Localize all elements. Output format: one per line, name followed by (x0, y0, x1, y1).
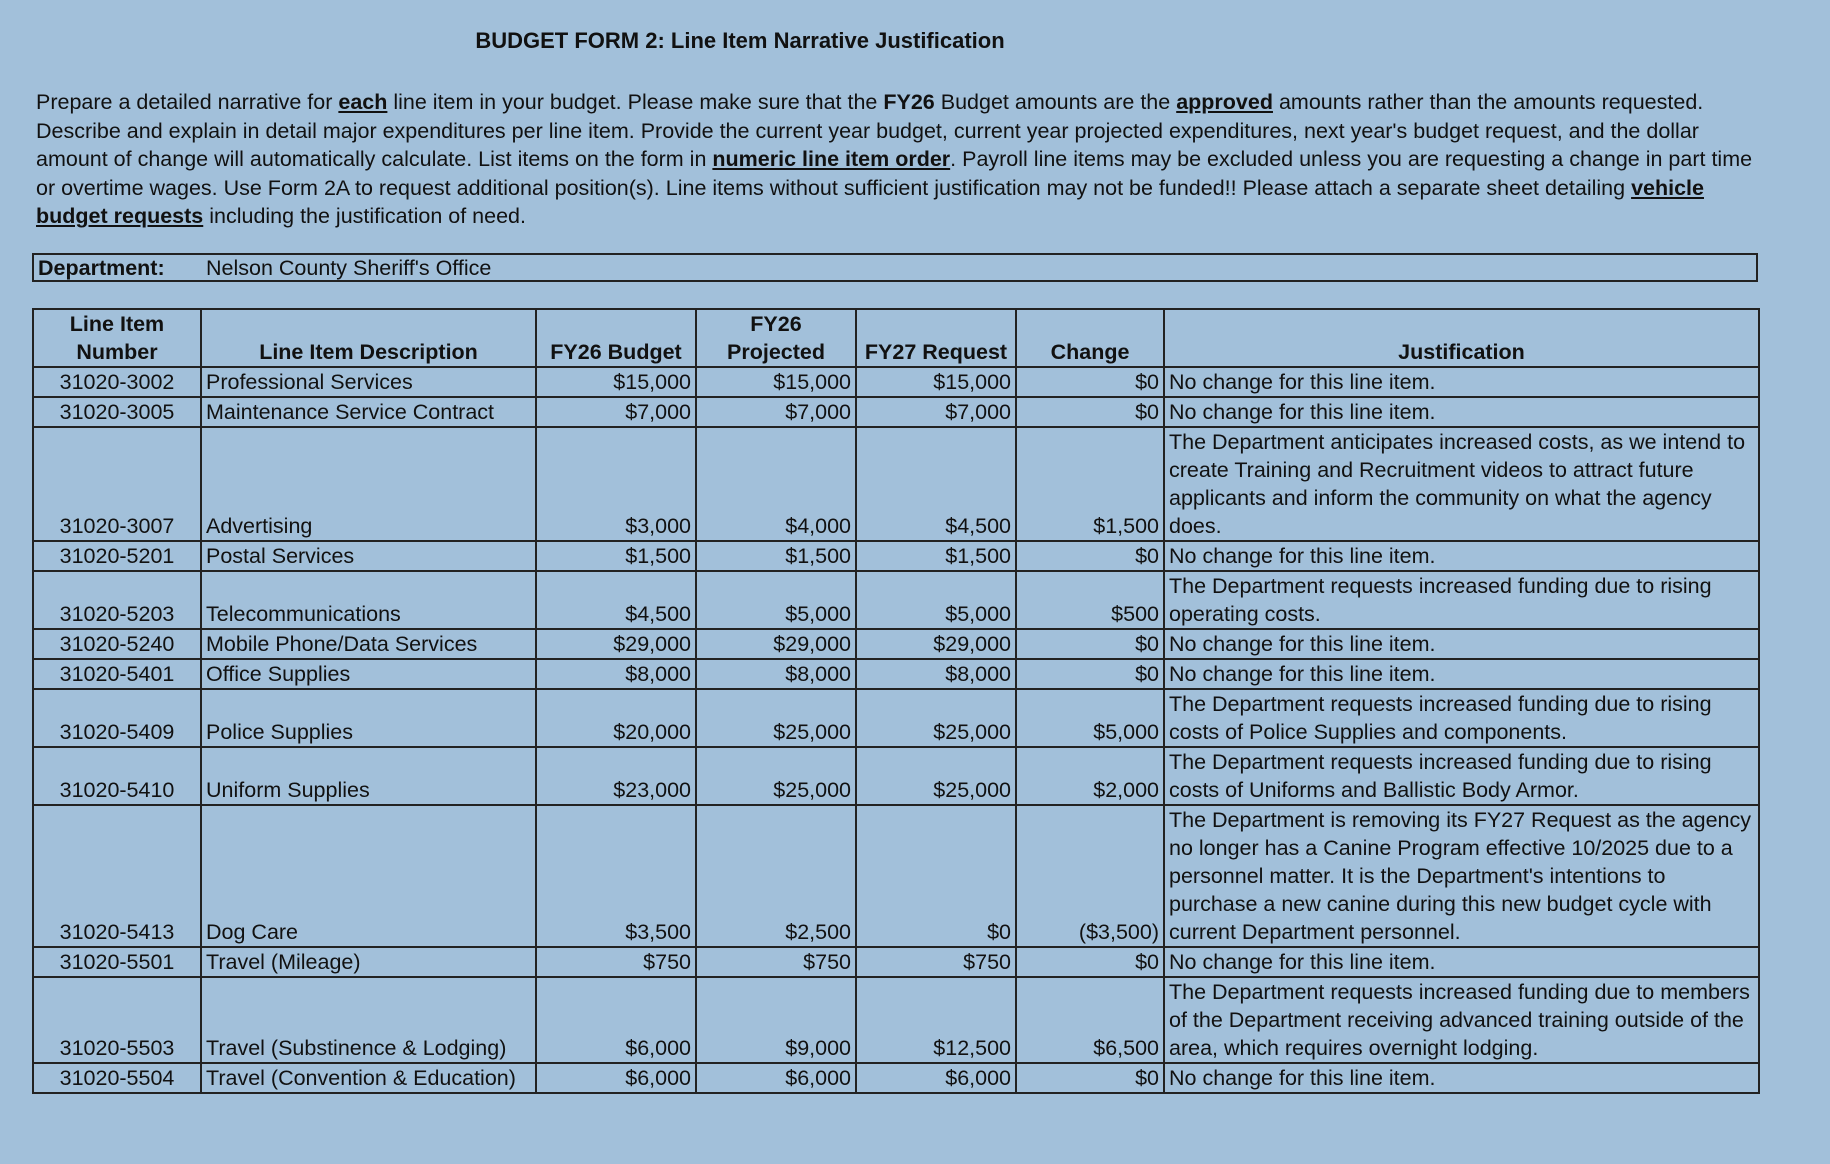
fy26-budget: $3,500 (536, 805, 696, 947)
fy26-projected: $4,000 (696, 427, 856, 541)
justification: The Department requests increased funding due to rising costs of Uniforms and Ballistic Body Armor. (1164, 747, 1759, 805)
justification: The Department requests increased funding due to rising operating costs. (1164, 571, 1759, 629)
change-amount: $0 (1016, 659, 1164, 689)
table-row (33, 689, 1759, 747)
change-amount: $0 (1016, 629, 1164, 659)
line-item-description: Postal Services (201, 541, 536, 571)
fy27-request: $12,500 (856, 977, 1016, 1063)
justification: No change for this line item. (1164, 629, 1759, 659)
line-item-number: 31020-5409 (33, 689, 201, 747)
justification: No change for this line item. (1164, 367, 1759, 397)
fy26-projected: $5,000 (696, 571, 856, 629)
change-amount: $2,000 (1016, 747, 1164, 805)
line-item-number: 31020-5503 (33, 977, 201, 1063)
budget-table (32, 308, 1760, 1094)
justification: No change for this line item. (1164, 947, 1759, 977)
change-amount: $1,500 (1016, 427, 1164, 541)
justification: The Department is removing its FY27 Request as the agency no longer has a Canine Program effective 10/2025 due to a personnel matter. It is the Department's intentions to purchase a new canine during this new budget cycle with current Department personnel. (1164, 805, 1759, 947)
fy27-request: $750 (856, 947, 1016, 977)
header-fy26-projected: FY26 Projected (696, 309, 856, 367)
instructions-paragraph: Prepare a detailed narrative for each line item in your budget. Please make sure that the FY26 Budget amounts are the approved amounts rather than the amounts requested. Describe and explain in detail major expenditures per line item. Provide the current year budget, current year projected expenditures, next year's budget request, and the dollar amount of change will automatically calculate. List items on the form in numeric line item order. Payroll line items may be excluded unless you are requesting a change in part time or overtime wages. Use Form 2A to request additional position(s). Line items without sufficient justification may not be funded!! Please attach a separate sheet detailing vehicle budget requests including the justification of need. (36, 90, 1753, 228)
change-amount: $0 (1016, 1063, 1164, 1093)
department-field (32, 253, 1758, 282)
table-row (33, 947, 1759, 977)
line-item-number: 31020-5410 (33, 747, 201, 805)
change-amount: ($3,500) (1016, 805, 1164, 947)
line-item-description: Travel (Substinence & Lodging) (201, 977, 536, 1063)
fy26-budget: $20,000 (536, 689, 696, 747)
fy26-projected: $9,000 (696, 977, 856, 1063)
table-row (33, 977, 1759, 1063)
change-amount: $6,500 (1016, 977, 1164, 1063)
line-item-description: Uniform Supplies (201, 747, 536, 805)
justification: No change for this line item. (1164, 1063, 1759, 1093)
table-row (33, 747, 1759, 805)
fy26-projected: $6,000 (696, 1063, 856, 1093)
header-fy27-request: FY27 Request (856, 309, 1016, 367)
line-item-number: 31020-5201 (33, 541, 201, 571)
fy26-budget: $3,000 (536, 427, 696, 541)
table-row (33, 397, 1759, 427)
line-item-description: Dog Care (201, 805, 536, 947)
fy27-request: $5,000 (856, 571, 1016, 629)
line-item-description: Telecommunications (201, 571, 536, 629)
justification: The Department requests increased funding due to members of the Department receiving advanced training outside of the area, which requires overnight lodging. (1164, 977, 1759, 1063)
change-amount: $0 (1016, 947, 1164, 977)
table-row (33, 541, 1759, 571)
line-item-number: 31020-3002 (33, 367, 201, 397)
emphasis-each: each (338, 90, 388, 114)
fy27-request: $25,000 (856, 689, 1016, 747)
line-item-number: 31020-3007 (33, 427, 201, 541)
fy26-budget: $8,000 (536, 659, 696, 689)
line-item-description: Advertising (201, 427, 536, 541)
fy26-budget: $23,000 (536, 747, 696, 805)
line-item-number: 31020-5401 (33, 659, 201, 689)
fy26-budget: $4,500 (536, 571, 696, 629)
header-change: Change (1016, 309, 1164, 367)
justification: The Department requests increased funding due to rising costs of Police Supplies and components. (1164, 689, 1759, 747)
table-row (33, 805, 1759, 947)
line-item-number: 31020-3005 (33, 397, 201, 427)
table-row (33, 367, 1759, 397)
table-row (33, 659, 1759, 689)
form-title: BUDGET FORM 2: Line Item Narrative Justification (475, 28, 1005, 53)
fy26-projected: $750 (696, 947, 856, 977)
table-row (33, 629, 1759, 659)
line-item-description: Travel (Mileage) (201, 947, 536, 977)
fy26-budget: $1,500 (536, 541, 696, 571)
fy27-request: $25,000 (856, 747, 1016, 805)
line-item-description: Maintenance Service Contract (201, 397, 536, 427)
fy27-request: $7,000 (856, 397, 1016, 427)
line-item-description: Professional Services (201, 367, 536, 397)
justification: No change for this line item. (1164, 659, 1759, 689)
table-row (33, 427, 1759, 541)
fy26-projected: $15,000 (696, 367, 856, 397)
justification: No change for this line item. (1164, 397, 1759, 427)
table-row (33, 571, 1759, 629)
header-fy26-budget: FY26 Budget (536, 309, 696, 367)
table-header-row (33, 309, 1759, 367)
line-item-description: Office Supplies (201, 659, 536, 689)
fy26-budget: $29,000 (536, 629, 696, 659)
change-amount: $5,000 (1016, 689, 1164, 747)
fy27-request: $29,000 (856, 629, 1016, 659)
line-item-description: Travel (Convention & Education) (201, 1063, 536, 1093)
fy27-request: $15,000 (856, 367, 1016, 397)
header-line-item-number: Line Item Number (33, 309, 201, 367)
emphasis-numeric-order: numeric line item order (712, 147, 951, 171)
line-item-number: 31020-5203 (33, 571, 201, 629)
fy26-projected: $1,500 (696, 541, 856, 571)
fy26-budget: $15,000 (536, 367, 696, 397)
fy26-projected: $25,000 (696, 747, 856, 805)
fy26-projected: $29,000 (696, 629, 856, 659)
line-item-number: 31020-5240 (33, 629, 201, 659)
fy26-projected: $25,000 (696, 689, 856, 747)
line-item-number: 31020-5501 (33, 947, 201, 977)
line-item-description: Police Supplies (201, 689, 536, 747)
emphasis-approved: approved (1176, 90, 1273, 114)
change-amount: $500 (1016, 571, 1164, 629)
fy27-request: $4,500 (856, 427, 1016, 541)
change-amount: $0 (1016, 541, 1164, 571)
fy26-budget: $7,000 (536, 397, 696, 427)
fy26-budget: $750 (536, 947, 696, 977)
emphasis-fy26: FY26 (883, 90, 935, 114)
department-value: Nelson County Sheriff's Office (206, 256, 492, 280)
change-amount: $0 (1016, 367, 1164, 397)
change-amount: $0 (1016, 397, 1164, 427)
fy26-projected: $2,500 (696, 805, 856, 947)
fy27-request: $1,500 (856, 541, 1016, 571)
fy27-request: $8,000 (856, 659, 1016, 689)
line-item-description: Mobile Phone/Data Services (201, 629, 536, 659)
table-row (33, 1063, 1759, 1093)
fy26-projected: $8,000 (696, 659, 856, 689)
line-item-number: 31020-5413 (33, 805, 201, 947)
fy27-request: $0 (856, 805, 1016, 947)
header-line-item-description: Line Item Description (201, 309, 536, 367)
fy27-request: $6,000 (856, 1063, 1016, 1093)
line-item-number: 31020-5504 (33, 1063, 201, 1093)
fy26-budget: $6,000 (536, 977, 696, 1063)
header-justification: Justification (1164, 309, 1759, 367)
fy26-projected: $7,000 (696, 397, 856, 427)
justification: No change for this line item. (1164, 541, 1759, 571)
department-label: Department: (38, 256, 165, 280)
emphasis-vehicle-requests: vehicle budget requests (36, 175, 1704, 228)
justification: The Department anticipates increased costs, as we intend to create Training and Recruitment videos to attract future applicants and inform the community on what the agency does. (1164, 427, 1759, 541)
fy26-budget: $6,000 (536, 1063, 696, 1093)
